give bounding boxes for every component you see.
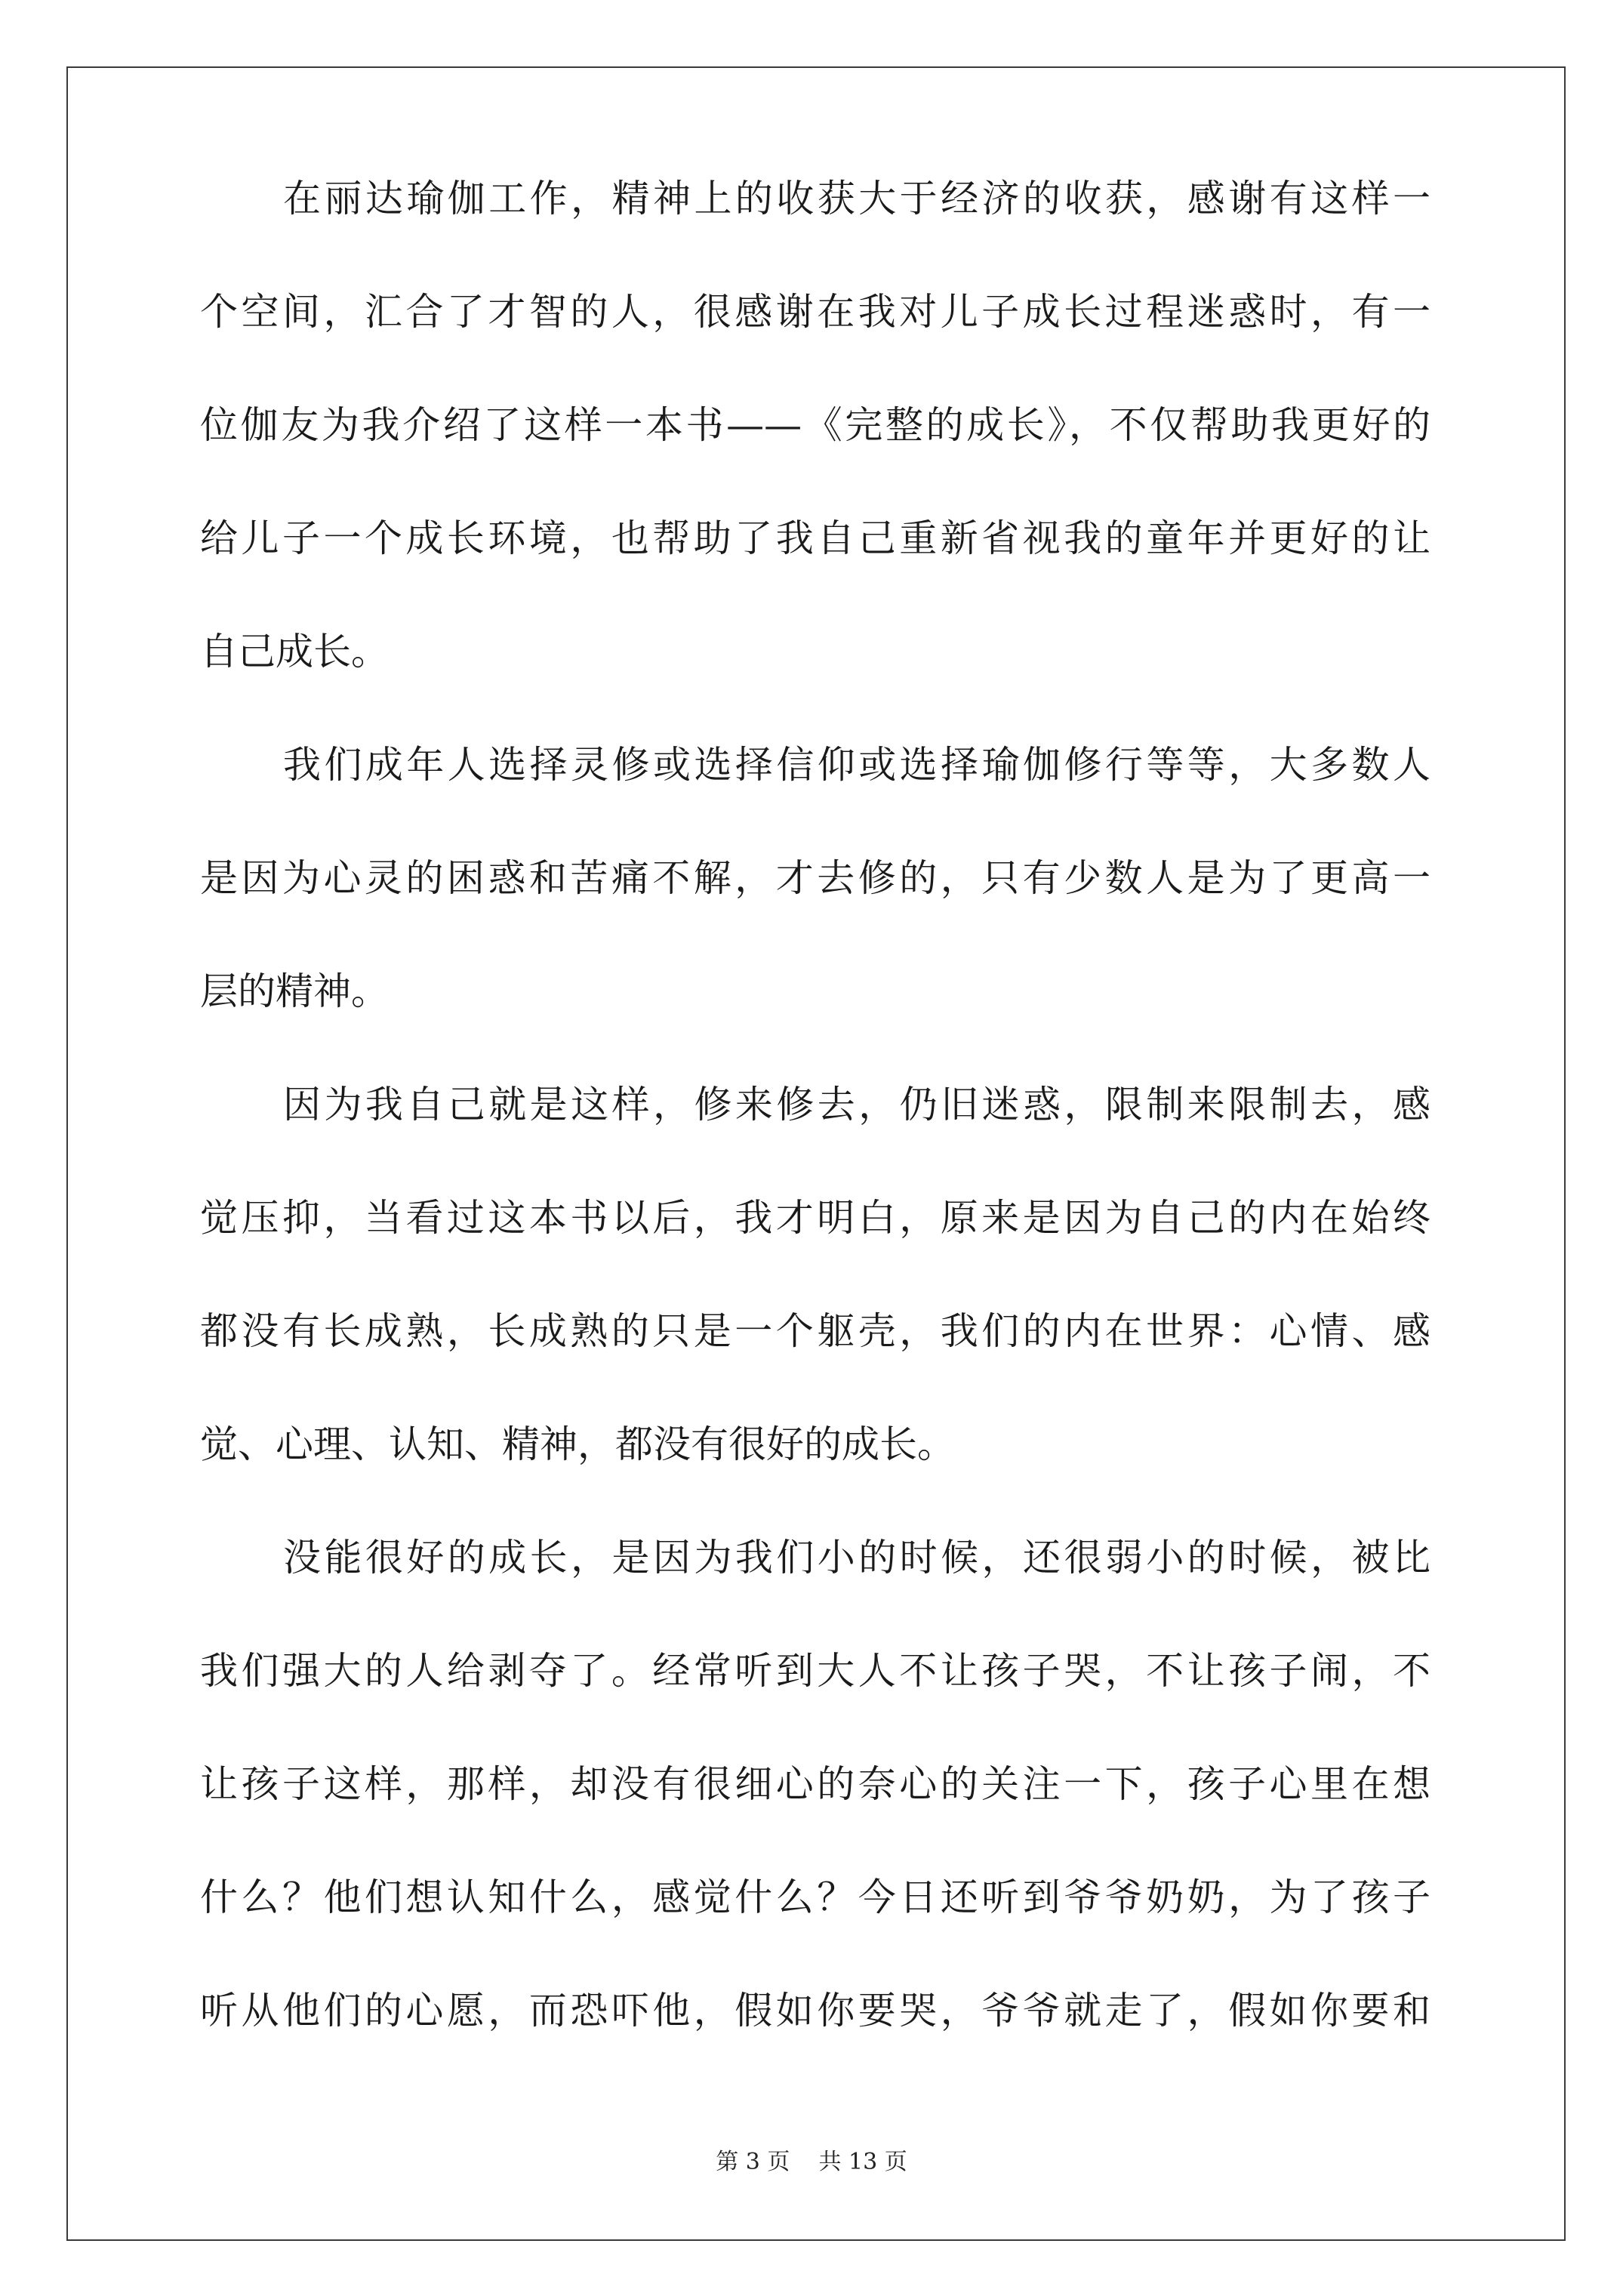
text-line: 听从他们的心愿，而恐吓他，假如你要哭，爷爷就走了，假如你要和 bbox=[200, 1989, 1431, 2032]
text-line: 什么？他们想认知什么，感觉什么？今日还听到爷爷奶奶，为了孩子 bbox=[200, 1875, 1431, 1919]
text-line: 因为我自己就是这样，修来修去，仍旧迷惑，限制来限制去，感 bbox=[283, 1083, 1431, 1126]
text-line: 给儿子一个成长环境，也帮助了我自己重新省视我的童年并更好的让 bbox=[200, 516, 1431, 560]
text-line: 自己成长。 bbox=[200, 630, 389, 673]
text-line: 让孩子这样，那样，却没有很细心的奈心的关注一下，孩子心里在想 bbox=[200, 1762, 1431, 1806]
text-line: 觉压抑，当看过这本书以后，我才明白，原来是因为自己的内在始终 bbox=[200, 1196, 1431, 1240]
text-line: 没能很好的成长，是因为我们小的时候，还很弱小的时候，被比 bbox=[283, 1536, 1431, 1579]
text-line: 觉、心理、认知、精神，都没有很好的成长。 bbox=[200, 1422, 955, 1466]
text-line: 位伽友为我介绍了这样一本书——《完整的成长》，不仅帮助我更好的 bbox=[200, 403, 1431, 447]
text-line: 我们成年人选择灵修或选择信仰或选择瑜伽修行等等，大多数人 bbox=[283, 743, 1431, 787]
page-number: 第 3 页 共 13 页 bbox=[716, 2149, 907, 2175]
text-line: 都没有长成熟，长成熟的只是一个躯壳，我们的内在世界：心情、感 bbox=[200, 1309, 1431, 1353]
text-line: 我们强大的人给剥夺了。经常听到大人不让孩子哭，不让孩子闹，不 bbox=[200, 1649, 1431, 1693]
document-body bbox=[200, 177, 1431, 2105]
text-line: 是因为心灵的困惑和苦痛不解，才去修的，只有少数人是为了更高一 bbox=[200, 856, 1431, 900]
text-line: 在丽达瑜伽工作，精神上的收获大于经济的收获，感谢有这样一 bbox=[283, 177, 1431, 220]
text-line: 个空间，汇合了才智的人，很感谢在我对儿子成长过程迷惑时，有一 bbox=[200, 290, 1431, 334]
text-line: 层的精神。 bbox=[200, 969, 389, 1013]
